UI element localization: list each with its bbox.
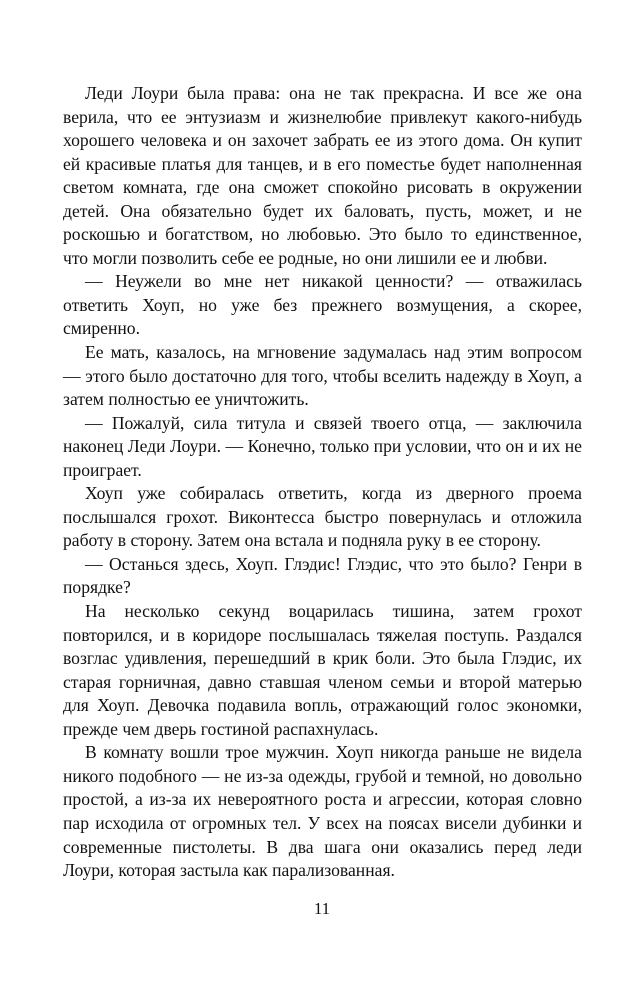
paragraph-3: Ее мать, казалось, на мгновение задумалась над этим вопросом — этого было достаточно для того, чтобы вселить надежду в Хоуп, а затем полностью ее уничтожить. bbox=[63, 342, 582, 410]
paragraph-2: — Неужели во мне нет никакой ценности? — отважилась ответить Хоуп, но уже без прежнего возмущения, а скорее, смиренно. bbox=[63, 271, 582, 339]
paragraph-4: — Пожалуй, сила титула и связей твоего отца, — заключила наконец Леди Лоури. — Конечно, только при условии, что он и их не проиграет. bbox=[63, 412, 582, 480]
paragraph-6: — Останься здесь, Хоуп. Глэдис! Глэдис, что это было? Генри в порядке? bbox=[63, 553, 582, 598]
paragraph-8: В комнату вошли трое мужчин. Хоуп никогда раньше не видела никого подобного — не из-за одежды, грубой и темной, но довольно простой, а из-за их невероятного роста и агрессии, которая словно пар исходила от огромных тел. У всех на поясах висели дубинки и современные пистолеты. В два шага они оказались перед леди Лоури, которая застыла как парализованная. bbox=[63, 742, 582, 881]
paragraph-1: Леди Лоури была права: она не так прекрасна. И все же она верила, что ее энтузиазм и жизнелюбие привлекут какого-нибудь хорошего человека и он захочет забрать ее из этого дома. Он купит ей красивые платья для танцев, и в его поместье будет наполненная светом комната, где она сможет спокойно рисовать в окружении детей. Она обязательно будет их баловать, пусть, может, и не роскошью и богатством, но любовью. Это было то единственное, что могли позволить себе ее родные, но они лишили ее и любви. bbox=[63, 83, 582, 268]
page-number: 11 bbox=[313, 899, 331, 918]
paragraph-7: На несколько секунд воцарилась тишина, затем грохот повторился, и в коридоре послышалась тяжелая поступь. Раздался возглас удивления, перешедший в крик боли. Это была Глэдис, их старая горничная, давно ставшая членом семьи и второй матерью для Хоуп. Девочка подавила вопль, отражающий голос экономки, прежде чем дверь гостиной распахнулась. bbox=[63, 601, 582, 739]
paragraph-5: Хоуп уже собиралась ответить, когда из дверного проема послышался грохот. Виконтесса быстро повернулась и отложила работу в сторону. Затем она встала и подняла руку в ее сторону. bbox=[63, 483, 582, 551]
body-text bbox=[63, 82, 582, 883]
